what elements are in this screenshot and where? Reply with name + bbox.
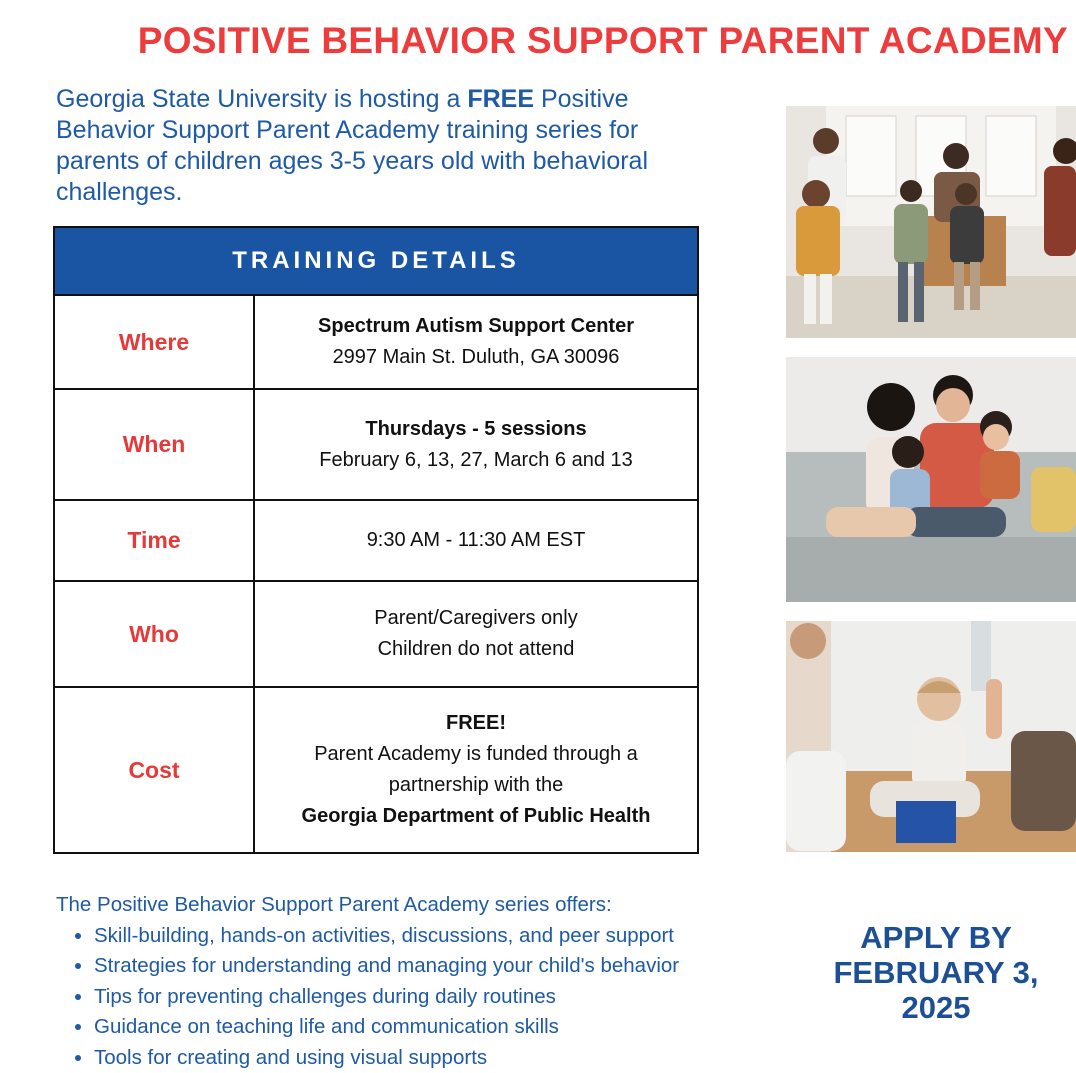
when-dates: February 6, 13, 27, March 6 and 13 bbox=[319, 445, 633, 476]
apply-deadline bbox=[816, 920, 1056, 1025]
list-item: • Skill-building, hands-on activities, discussions, and peer support bbox=[94, 921, 816, 952]
list-item: • Tips for preventing challenges during daily routines bbox=[94, 982, 816, 1013]
who-label: Who bbox=[55, 582, 255, 686]
training-details-table bbox=[53, 226, 699, 854]
row-time bbox=[55, 501, 697, 582]
time-label: Time bbox=[55, 501, 255, 580]
cost-line-3: partnership with the bbox=[389, 770, 564, 801]
when-sessions: Thursdays - 5 sessions bbox=[365, 414, 586, 445]
row-cost bbox=[55, 688, 697, 852]
row-where bbox=[55, 296, 697, 390]
cost-free: FREE! bbox=[446, 708, 506, 739]
row-who bbox=[55, 582, 697, 688]
row-when bbox=[55, 390, 697, 501]
apply-line-2: FEBRUARY 3, bbox=[816, 955, 1056, 990]
who-value bbox=[255, 582, 697, 686]
cost-funder: Georgia Department of Public Health bbox=[302, 801, 651, 832]
photo-family-dancing bbox=[786, 106, 1076, 338]
when-value bbox=[255, 390, 697, 499]
where-value bbox=[255, 296, 697, 388]
when-label: When bbox=[55, 390, 255, 499]
who-line-1: Parent/Caregivers only bbox=[374, 603, 577, 634]
cost-label: Cost bbox=[55, 688, 255, 852]
apply-line-1: APPLY BY bbox=[816, 920, 1056, 955]
apply-line-3: 2025 bbox=[816, 990, 1056, 1025]
offers-section bbox=[56, 890, 816, 1073]
page-title: POSITIVE BEHAVIOR SUPPORT PARENT ACADEMY bbox=[0, 20, 1076, 62]
intro-text-rest: Positive Behavior Support Parent Academy training series for parents of children ages 3-5 years old with behavioral challenges. bbox=[56, 85, 648, 206]
where-label: Where bbox=[55, 296, 255, 388]
time-range: 9:30 AM - 11:30 AM EST bbox=[367, 525, 586, 556]
intro-text: Georgia State University is hosting a bbox=[56, 85, 467, 113]
training-details-heading: TRAINING DETAILS bbox=[55, 228, 697, 296]
intro-paragraph bbox=[56, 84, 716, 208]
photo-family-sofa bbox=[786, 357, 1076, 602]
list-item: • Tools for creating and using visual supports bbox=[94, 1043, 816, 1073]
list-item: • Guidance on teaching life and communication skills bbox=[94, 1012, 816, 1043]
list-item: • Strategies for understanding and managing your child's behavior bbox=[94, 951, 816, 982]
photo-child-playing bbox=[786, 621, 1076, 852]
offers-intro: The Positive Behavior Support Parent Academy series offers: bbox=[56, 890, 816, 921]
cost-value bbox=[255, 688, 697, 852]
cost-line-2: Parent Academy is funded through a bbox=[314, 739, 638, 770]
where-address: 2997 Main St. Duluth, GA 30096 bbox=[333, 342, 620, 373]
offers-list bbox=[56, 921, 816, 1073]
intro-free-highlight: FREE bbox=[467, 85, 534, 113]
time-value bbox=[255, 501, 697, 580]
where-venue: Spectrum Autism Support Center bbox=[318, 311, 634, 342]
who-line-2: Children do not attend bbox=[378, 634, 575, 665]
